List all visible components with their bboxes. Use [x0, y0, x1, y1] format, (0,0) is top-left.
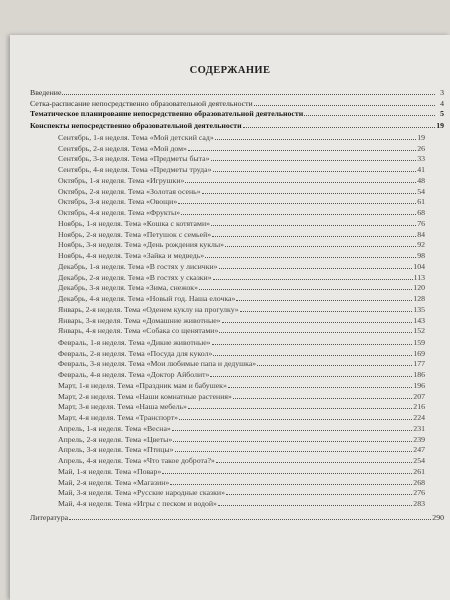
- toc-entry: [58, 380, 425, 390]
- toc-leader-dots: [212, 229, 416, 237]
- toc-entry-label: Декабрь, 4-я неделя. Тема «Новый год. Наша елочка»: [58, 293, 236, 303]
- toc-leader-dots: [199, 282, 412, 290]
- toc-leader-dots: [213, 164, 417, 172]
- toc-entry-label: Ноябрь, 1-я неделя. Тема «Кошка с котятами»: [58, 219, 211, 228]
- toc-entry: [58, 487, 425, 497]
- toc-entry-page-number: 169: [413, 348, 425, 358]
- toc-leader-dots: [181, 207, 416, 215]
- toc-entry-page-number: 68: [417, 207, 425, 217]
- toc-entry-label: Май, 3-я неделя. Тема «Русские народные сказки»: [58, 488, 225, 497]
- toc-entry-label: Введение: [30, 88, 62, 97]
- toc-entry: [58, 401, 425, 411]
- toc-entry: [58, 498, 425, 508]
- toc-entry-page-number: 5: [440, 109, 444, 118]
- toc-entry-label: Октябрь, 1-я неделя. Тема «Игрушки»: [58, 176, 185, 185]
- toc-leader-dots: [219, 261, 413, 269]
- toc-entry: [58, 444, 425, 454]
- toc-entry-page-number: 128: [413, 293, 425, 303]
- toc-entry-page-number: 33: [417, 154, 425, 163]
- toc-entry: [58, 175, 425, 185]
- toc-leader-dots: [172, 423, 412, 431]
- toc-entry-page-number: 92: [417, 240, 425, 249]
- toc-entry: [58, 132, 425, 142]
- toc-leader-dots: [178, 196, 416, 204]
- toc-leader-dots: [188, 143, 416, 151]
- toc-leader-dots: [188, 401, 412, 409]
- toc-leader-dots: [304, 108, 435, 116]
- toc-entry: [58, 293, 425, 303]
- toc-entry-label: Октябрь, 4-я неделя. Тема «Фрукты»: [58, 207, 181, 217]
- toc-entry-label: Февраль, 2-я неделя. Тема «Посуда для кукол»: [58, 348, 213, 358]
- toc-leader-dots: [173, 434, 412, 442]
- toc-leader-dots: [211, 218, 416, 226]
- toc-entry-page-number: 143: [413, 315, 425, 325]
- toc-entry-page-number: 61: [417, 197, 425, 206]
- toc-entry: [30, 98, 444, 108]
- toc-entry-page-number: 159: [413, 338, 425, 347]
- toc-entry-page-number: 290: [432, 513, 444, 522]
- toc-entry-page-number: 4: [440, 98, 444, 108]
- toc-entry-page-number: 268: [413, 477, 425, 487]
- toc-entry-label: Ноябрь, 2-я неделя. Тема «Петушок с семьей»: [58, 229, 212, 239]
- toc-entry: [58, 325, 425, 335]
- toc-entry: [58, 369, 425, 379]
- toc-entry-label: Ноябрь, 3-я неделя. Тема «День рождения куклы»: [58, 240, 225, 249]
- toc-entry: [58, 358, 425, 368]
- toc-leader-dots: [69, 512, 431, 520]
- toc-entry-page-number: 84: [417, 229, 425, 239]
- toc-entry: [58, 218, 425, 228]
- toc-entry-page-number: 120: [413, 283, 425, 292]
- toc-entry-page-number: 76: [417, 219, 425, 228]
- toc-entry: [58, 434, 425, 444]
- toc-entry-label: Сентябрь, 2-я неделя. Тема «Мой дом»: [58, 143, 187, 153]
- toc-entry: [58, 423, 425, 433]
- toc-leader-dots: [162, 466, 412, 474]
- toc-entry: [30, 87, 444, 97]
- toc-entry-label: Январь, 2-я неделя. Тема «Оденем куклу на прогулку»: [58, 305, 239, 314]
- toc-entry-page-number: 231: [413, 424, 425, 433]
- toc-entry: [58, 153, 425, 163]
- toc-entry-label: Май, 1-я неделя. Тема «Повар»: [58, 467, 162, 476]
- toc-entry-label: Январь, 4-я неделя. Тема «Собака со щенятами»: [58, 326, 219, 335]
- toc-entry-label: Февраль, 3-я неделя. Тема «Мои любимые папа и дедушка»: [58, 359, 257, 368]
- page-title: СОДЕРЖАНИЕ: [189, 65, 271, 76]
- toc-leader-dots: [170, 477, 412, 485]
- toc-leader-dots: [175, 444, 413, 452]
- toc-entry: [58, 466, 425, 476]
- toc-entry-label: Декабрь, 1-я неделя. Тема «В гостях у лисички»: [58, 262, 218, 271]
- toc-entry-label: Февраль, 1-я неделя. Тема «Дикие животные»: [58, 338, 211, 347]
- toc-leader-dots: [179, 412, 412, 420]
- toc-entry: [58, 282, 425, 292]
- toc-leader-dots: [222, 315, 413, 323]
- toc-entry: [30, 512, 444, 522]
- toc-entry-page-number: 276: [413, 488, 425, 497]
- toc-entry: [58, 239, 425, 249]
- toc-entry-page-number: 54: [417, 186, 425, 196]
- toc-entry-label: Февраль, 4-я неделя. Тема «Доктор Айболит»: [58, 369, 210, 379]
- toc-leader-dots: [226, 487, 412, 495]
- toc-leader-dots: [62, 87, 435, 95]
- toc-entry: [58, 304, 425, 314]
- toc-entry-page-number: 247: [413, 445, 425, 454]
- toc-entry-page-number: 104: [413, 262, 425, 271]
- toc-entry: [58, 261, 425, 271]
- toc-leader-dots: [185, 175, 416, 183]
- toc-entry: [30, 120, 444, 130]
- toc-entry-label: Апрель, 4-я неделя. Тема «Что такое доброта?»: [58, 455, 215, 465]
- toc-entry: [58, 164, 425, 174]
- toc-entry-label: Ноябрь, 4-я неделя. Тема «Зайка и медведь»: [58, 250, 205, 260]
- toc-leader-dots: [215, 132, 416, 140]
- toc-entry-label: Конспекты непосредственно образовательной деятельности: [30, 121, 242, 130]
- toc-entry-page-number: 216: [413, 402, 425, 411]
- toc-entry-label: Декабрь, 2-я неделя. Тема «В гостях у сказки»: [58, 272, 212, 282]
- toc-leader-dots: [233, 391, 412, 399]
- toc-entry-page-number: 98: [417, 250, 425, 260]
- toc-entry-page-number: 283: [413, 498, 425, 508]
- toc-leader-dots: [236, 293, 412, 301]
- toc-entry: [58, 477, 425, 487]
- toc-entry: [58, 412, 425, 422]
- toc-entry-label: Март, 2-я неделя. Тема «Наши комнатные растения»: [58, 391, 232, 401]
- toc-entry-page-number: 261: [413, 467, 425, 476]
- toc-leader-dots: [243, 120, 435, 128]
- toc-entry-page-number: 26: [417, 143, 425, 153]
- toc-leader-dots: [240, 304, 413, 312]
- toc-entry: [58, 348, 425, 358]
- toc-entry-page-number: 196: [413, 381, 425, 390]
- toc-entry: [58, 186, 425, 196]
- toc-entry-page-number: 19: [417, 133, 425, 142]
- toc-entry: [58, 315, 425, 325]
- toc-entry-label: Апрель, 3-я неделя. Тема «Птицы»: [58, 445, 174, 454]
- toc-entry-page-number: 135: [413, 305, 425, 314]
- book-page: [10, 35, 450, 600]
- toc-leader-dots: [211, 153, 416, 161]
- toc-leader-dots: [210, 369, 412, 377]
- toc-entry: [58, 391, 425, 401]
- toc-leader-dots: [254, 98, 435, 106]
- toc-entry: [58, 250, 425, 260]
- toc-entry: [58, 196, 425, 206]
- toc-entry: [58, 455, 425, 465]
- toc-entry-page-number: 239: [413, 434, 425, 444]
- toc-entry-label: Апрель, 1-я неделя. Тема «Весна»: [58, 424, 171, 433]
- toc-entry-page-number: 207: [413, 391, 425, 401]
- toc-entry-page-number: 224: [413, 412, 425, 422]
- toc-entry-label: Сентябрь, 1-я неделя. Тема «Мой детский сад»: [58, 133, 214, 142]
- toc-entry-label: Март, 4-я неделя. Тема «Транспорт»: [58, 412, 179, 422]
- toc-entry-label: Октябрь, 3-я неделя. Тема «Овощи»: [58, 197, 178, 206]
- toc-entry-page-number: 19: [436, 121, 444, 130]
- toc-entry-page-number: 177: [413, 359, 425, 368]
- toc-leader-dots: [216, 455, 412, 463]
- toc-entry-label: Май, 2-я неделя. Тема «Магазин»: [58, 477, 170, 487]
- toc-leader-dots: [212, 337, 413, 345]
- toc-entry-label: Март, 3-я неделя. Тема «Наша мебель»: [58, 402, 187, 411]
- toc-entry: [58, 337, 425, 347]
- toc-entry-label: Сентябрь, 4-я неделя. Тема «Предметы труда»: [58, 164, 212, 174]
- toc-leader-dots: [228, 380, 412, 388]
- toc-entry-label: Октябрь, 2-я неделя. Тема «Золотая осень»: [58, 186, 201, 196]
- toc-leader-dots: [213, 348, 412, 356]
- toc-entry: [58, 207, 425, 217]
- toc-entry: [58, 272, 425, 282]
- toc-leader-dots: [202, 186, 416, 194]
- toc-entry-label: Литература: [30, 513, 69, 522]
- toc-entry-label: Апрель, 2-я неделя. Тема «Цветы»: [58, 434, 173, 444]
- toc-leader-dots: [219, 325, 412, 333]
- toc-entry-label: Январь, 3-я неделя. Тема «Домашние животные»: [58, 315, 221, 325]
- toc-leader-dots: [225, 239, 416, 247]
- toc-entry-page-number: 41: [417, 164, 425, 174]
- toc-entry-label: Тематическое планирование непосредственно образовательной деятельности: [30, 109, 304, 118]
- toc-entry-page-number: 3: [440, 88, 444, 97]
- toc-entry-page-number: 152: [413, 326, 425, 335]
- toc-entry-page-number: 48: [417, 176, 425, 185]
- toc-entry-label: Март, 1-я неделя. Тема «Праздник мам и бабушек»: [58, 381, 227, 390]
- toc-leader-dots: [213, 272, 413, 280]
- toc-entry-page-number: 186: [413, 369, 425, 379]
- toc-entry: [30, 108, 444, 118]
- toc-leader-dots: [205, 250, 416, 258]
- toc-entry-label: Сетка-расписание непосредственно образовательной деятельности: [30, 98, 253, 108]
- toc-entry: [58, 143, 425, 153]
- toc-entry-page-number: 254: [413, 455, 425, 465]
- toc-leader-dots: [218, 498, 412, 506]
- toc-leader-dots: [257, 358, 412, 366]
- toc-entry-label: Сентябрь, 3-я неделя. Тема «Предметы быта»: [58, 154, 210, 163]
- toc-entry-page-number: 113: [413, 272, 425, 282]
- toc-entry-label: Май, 4-я неделя. Тема «Игры с песком и водой»: [58, 498, 217, 508]
- toc-entry-label: Декабрь, 3-я неделя. Тема «Зима, снежок»: [58, 283, 198, 292]
- toc-entry: [58, 229, 425, 239]
